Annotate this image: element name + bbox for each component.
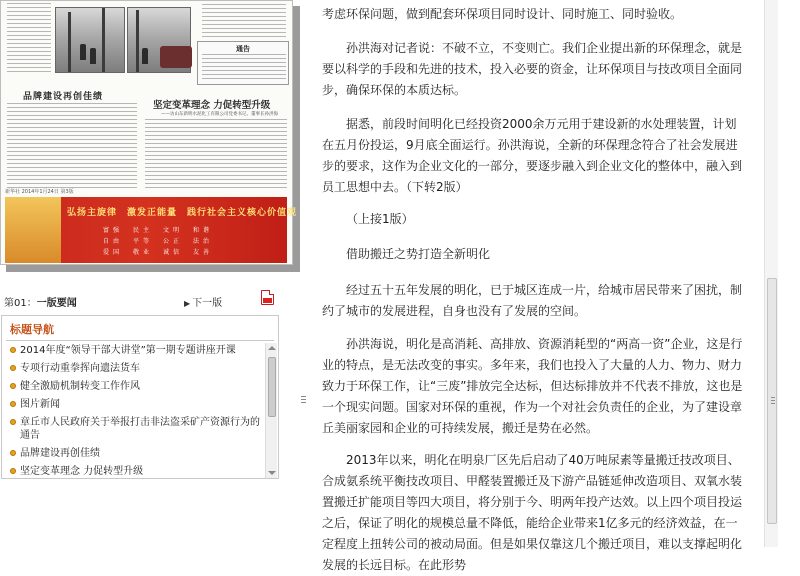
window-edge xyxy=(778,0,800,547)
headline-link[interactable] xyxy=(8,344,264,357)
bullet-icon xyxy=(10,365,16,371)
reform-article-text xyxy=(145,119,287,189)
ad-caption: 新华社 2014年1月24日 第3版 xyxy=(5,189,74,195)
headline-list xyxy=(8,344,264,483)
bullet-icon xyxy=(10,419,16,425)
bullet-icon xyxy=(10,450,16,456)
headline-text: 健全激励机制转变工作作风 xyxy=(20,381,140,392)
brand-article-text xyxy=(7,103,137,189)
tiananmen-illustration xyxy=(5,197,61,263)
headline-link[interactable] xyxy=(8,465,264,478)
headline-link[interactable] xyxy=(8,447,264,460)
pdf-icon[interactable] xyxy=(261,290,274,305)
divider xyxy=(6,340,274,341)
article-paragraph: 2013年以来，明化在明泉厂区先后启动了40万吨尿素等量搬迁技改项目、合成氨系统平衡技改项目、甲醛装置搬迁及下游产品链延伸改造项目、双氧水装置搬迁扩能项目等四大项目，将分别于今、明两年投产达效。以上四个项目投运之后，保证了明化的规模总量不降低，能给企业带来1亿多元的经济效益，在一定程度上扭转公司的被动局面。但是如果仅靠这几个搬迁项目，难以支撑起明化发展的长远目标。在此形势 xyxy=(322,453,743,572)
news-photo-workers xyxy=(55,7,125,73)
headline-text: 品牌建设再创佳绩 xyxy=(20,448,100,459)
scrollbar-thumb[interactable] xyxy=(767,278,777,524)
thumbnail-page[interactable] xyxy=(0,0,298,265)
article-paragraph: 考虑环保问题，做到配套环保项目同时设计、同时施工、同时验收。 xyxy=(322,7,683,21)
next-page-link[interactable] xyxy=(184,294,222,309)
article-body xyxy=(320,0,750,572)
next-page-label: 下一版 xyxy=(192,298,223,309)
page-section-name: 一版要闻 xyxy=(36,298,77,309)
headline-link[interactable] xyxy=(8,398,264,411)
article-paragraph: 经过五十五年发展的明化，已于城区连成一片，给城市居民带来了困扰，制约了城市的发展进程，自身也没有了发展的空间。 xyxy=(322,283,743,318)
arrow-right-icon: ▶ xyxy=(184,299,191,308)
newspaper-page-thumbnail[interactable] xyxy=(0,0,300,272)
headline-text: 坚定变革理念 力促转型升级 xyxy=(20,466,144,477)
headline-text: 章丘市人民政府关于举报打击非法盗采矿产资源行为的通告 xyxy=(20,417,260,441)
thumbnail-text-block xyxy=(7,3,51,73)
notice-top-text xyxy=(202,4,286,38)
page-navigation xyxy=(0,290,300,310)
current-page-label xyxy=(4,294,77,309)
headline-text: 2014年度“领导干部大讲堂”第一期专题讲座开课 xyxy=(20,345,236,356)
article-scrollbar[interactable] xyxy=(764,0,778,547)
scroll-up-arrow-icon[interactable] xyxy=(268,346,276,350)
headline-navigation-title: 标题导航 xyxy=(10,323,54,336)
article-subheading: 借助搬迁之势打造全新明化 xyxy=(346,247,491,261)
article-paragraph: 据悉，前段时间明化已经投资2000余万元用于建设新的水处理装置，计划在五月份投运，9月底全面运行。孙洪海说，全新的环保理念符合了社会发展进步的要求，这作为企业文化的一部分，要逐步融入到企业文化的整体中，融入到员工思想中去。（下转2版） xyxy=(322,117,743,194)
article-paragraph: 孙洪海说，明化是高消耗、高排放、资源消耗型的“两高一资”企业，这是行业的特点，是无法改变的事实。多年来，我们也投入了大量的人力、物力、财力致力于环保工作，让“三废”排放完全达标，但达标排放并不代表不排放，这也是一个现实问题。国家对环保的重视，作为一个对社会负责任的企业，为了建设章丘美丽家园和企业的可持续发展，搬迁是势在必然。 xyxy=(322,337,743,435)
brand-headline: 品牌建设再创佳绩 xyxy=(23,92,104,102)
headline-link[interactable] xyxy=(8,380,264,393)
ad-row: 富强 民主 文明 和谐 xyxy=(103,227,214,234)
headline-navigation-panel xyxy=(1,315,279,479)
reform-headline: 坚定变革理念 力促转型升级 xyxy=(153,100,271,111)
page-number: 第01： xyxy=(4,298,37,309)
headline-list-scrollbar[interactable] xyxy=(265,343,277,478)
ad-row: 自由 平等 公正 法治 xyxy=(103,238,214,245)
headline-link[interactable] xyxy=(8,416,264,442)
ad-slogan: 弘扬主旋律 激发正能量 践行社会主义核心价值观 xyxy=(67,208,298,218)
article-paragraph: 孙洪海对记者说：不破不立，不变则亡。我们企业提出新的环保理念，就是要以科学的手段和先进的技术，投入必要的资金，让环保项目与技改项目全面同步，确保环保的本质达标。 xyxy=(322,41,743,97)
bullet-icon xyxy=(10,401,16,407)
reform-subhead: ——访山东新明水泥化工有限公司党委书记、董事长孙洪海 xyxy=(161,112,278,117)
values-banner-ad xyxy=(5,197,298,263)
notice-title: 通告 xyxy=(236,45,250,53)
continued-from-label: （上接1版） xyxy=(346,212,414,226)
splitter-grip-icon[interactable] xyxy=(301,396,306,405)
bullet-icon xyxy=(10,347,16,353)
notice-box xyxy=(197,41,289,85)
headline-link[interactable] xyxy=(8,362,264,375)
scrollbar-thumb[interactable] xyxy=(268,357,276,417)
panel-splitter[interactable] xyxy=(300,0,308,547)
news-photo-tractor xyxy=(127,7,191,73)
headline-text: 图片新闻 xyxy=(20,399,60,410)
scrollbar-grip-icon xyxy=(771,397,775,404)
bullet-icon xyxy=(10,468,16,474)
notice-text xyxy=(202,54,286,82)
bullet-icon xyxy=(10,383,16,389)
ad-row: 爱国 敬业 诚信 友善 xyxy=(103,249,214,256)
scroll-down-arrow-icon[interactable] xyxy=(268,471,276,475)
headline-text: 专项行动重拳挥向遗法货车 xyxy=(20,363,140,374)
left-panel xyxy=(0,0,300,547)
